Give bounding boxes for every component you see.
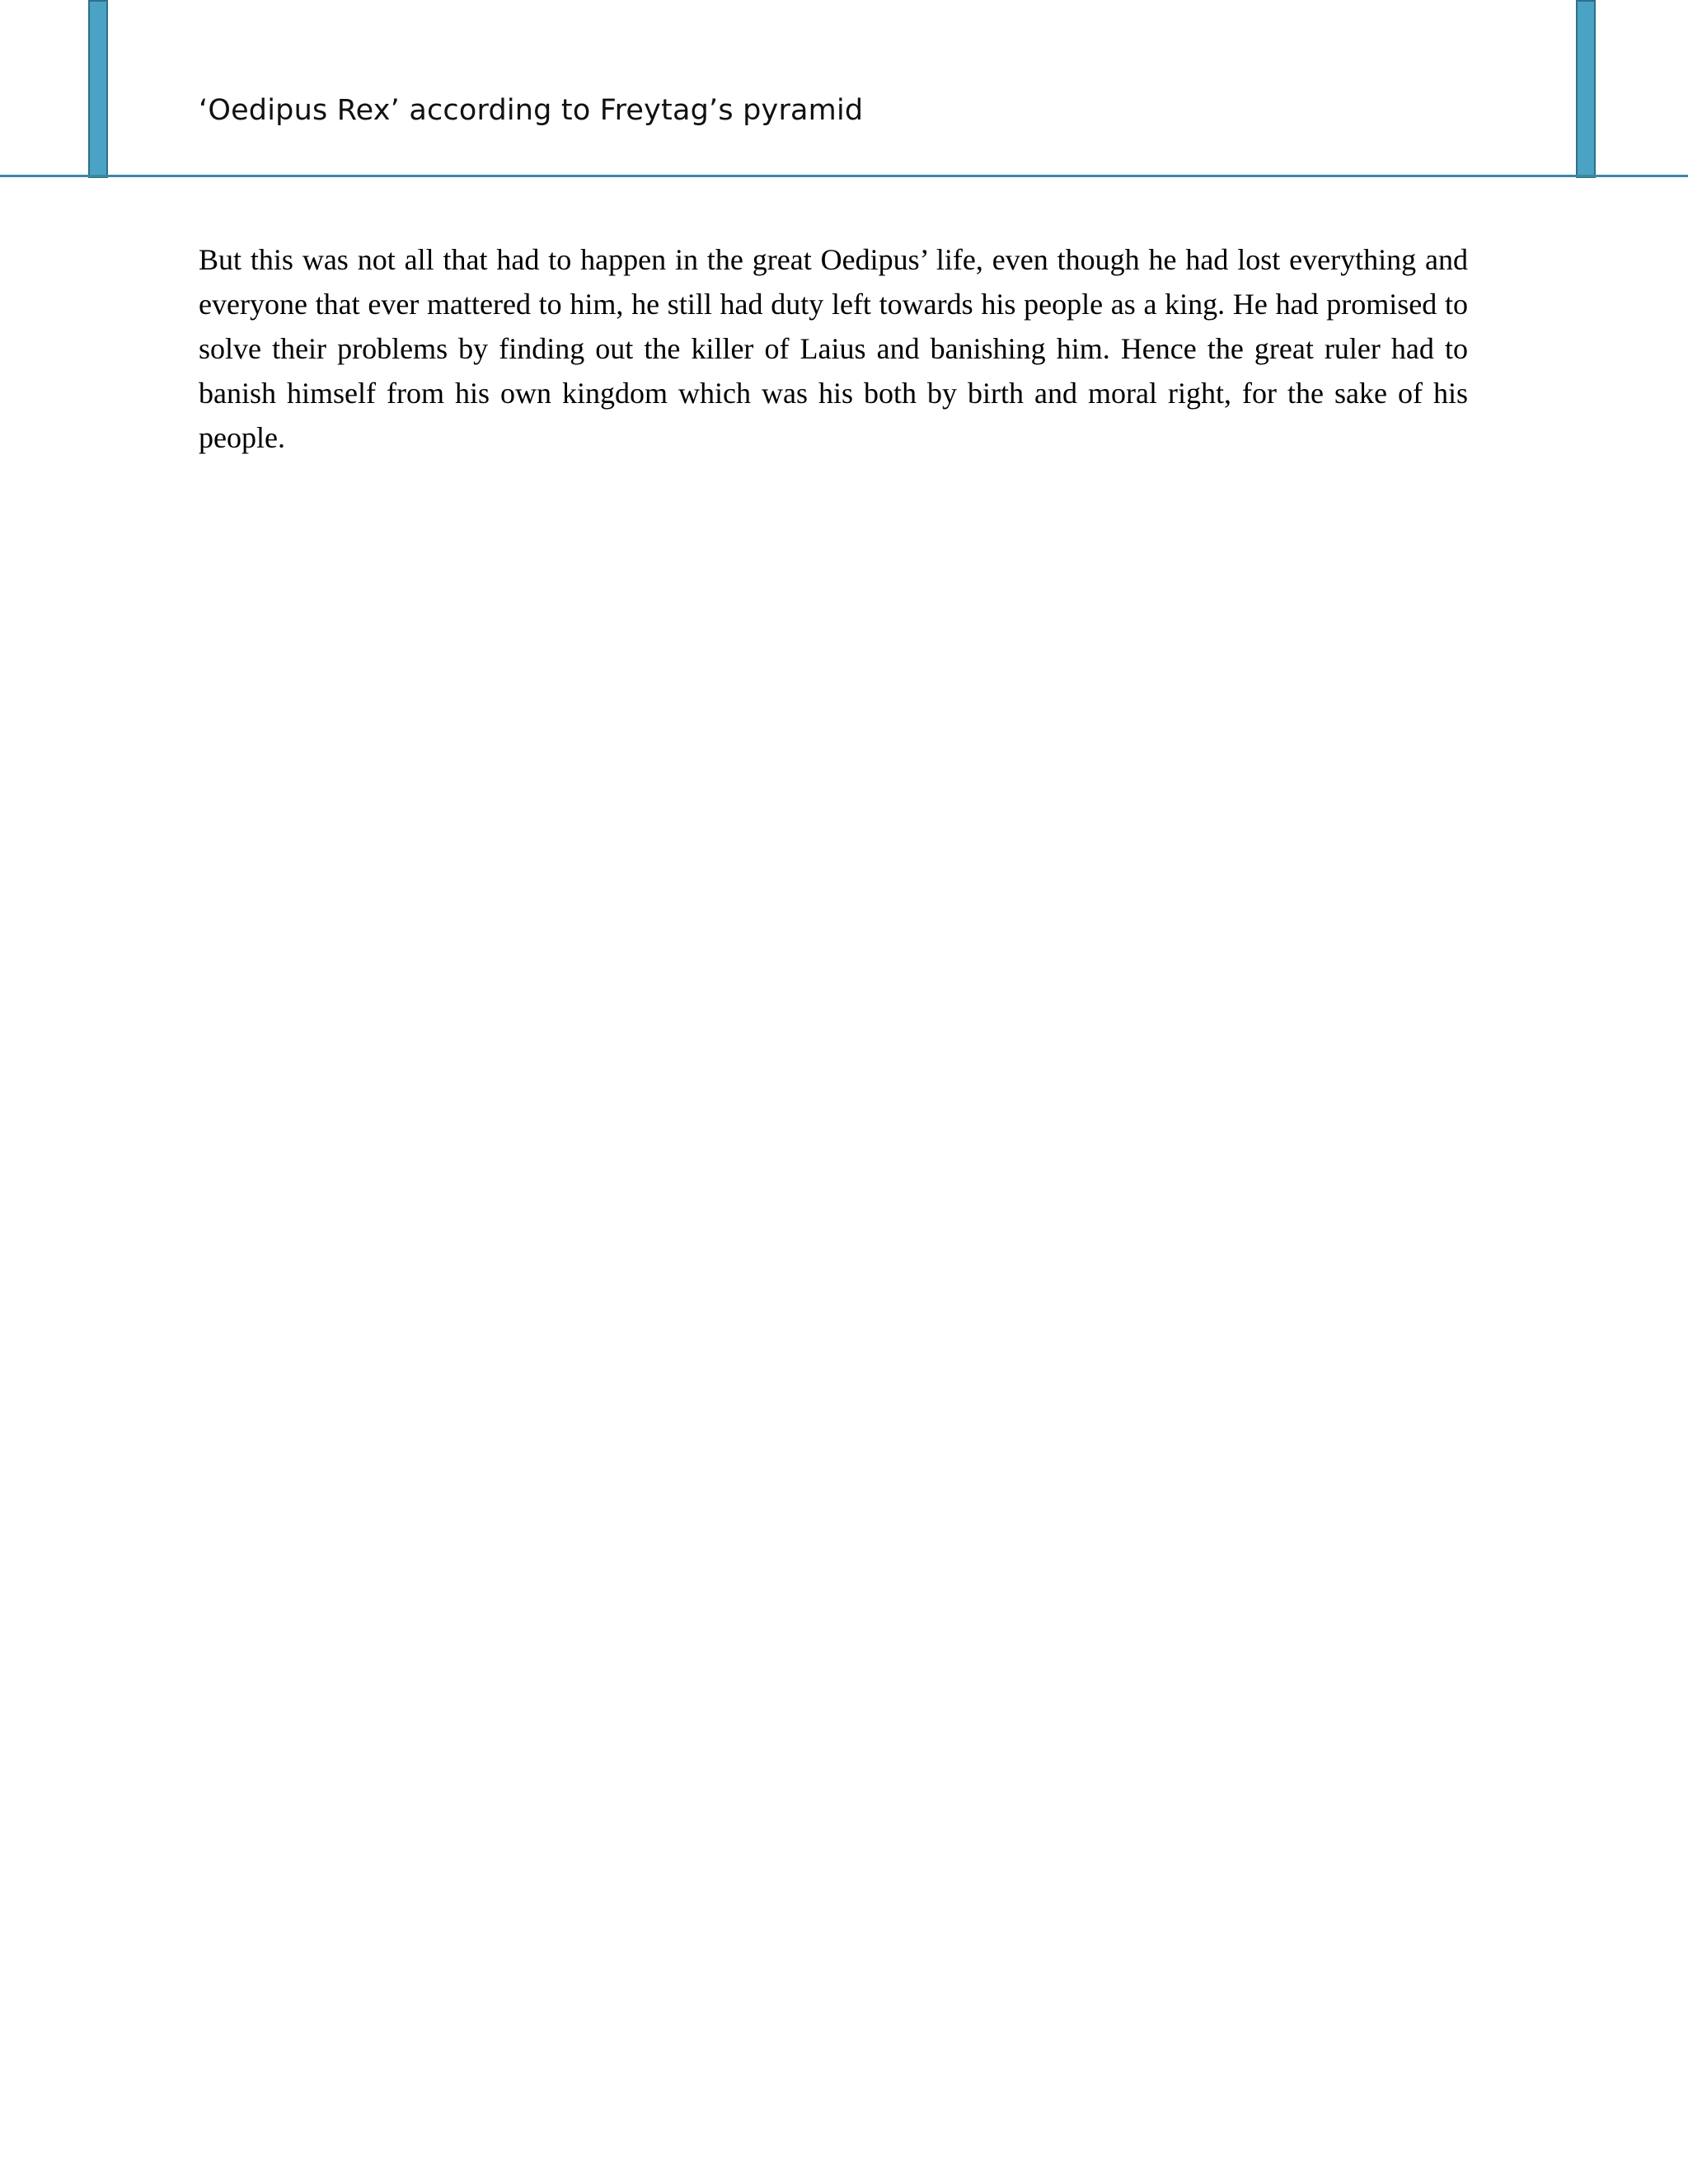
header-divider-line [0,175,1688,177]
page-header-title: ‘Oedipus Rex’ according to Freytag’s pyramid [199,94,864,127]
header-right-accent-bar [1576,0,1596,178]
header-left-accent-bar [88,0,108,178]
body-paragraph: But this was not all that had to happen in the great Oedipus’ life, even though he had lost everything and everyone that ever mattered to him, he still had duty left towards his people as a king. He had promised to solve their problems by finding out the killer of Laius and banishing him. Hence the great ruler had to banish himself from his own kingdom which was his both by birth and moral right, for the sake of his people. [199,243,1468,454]
